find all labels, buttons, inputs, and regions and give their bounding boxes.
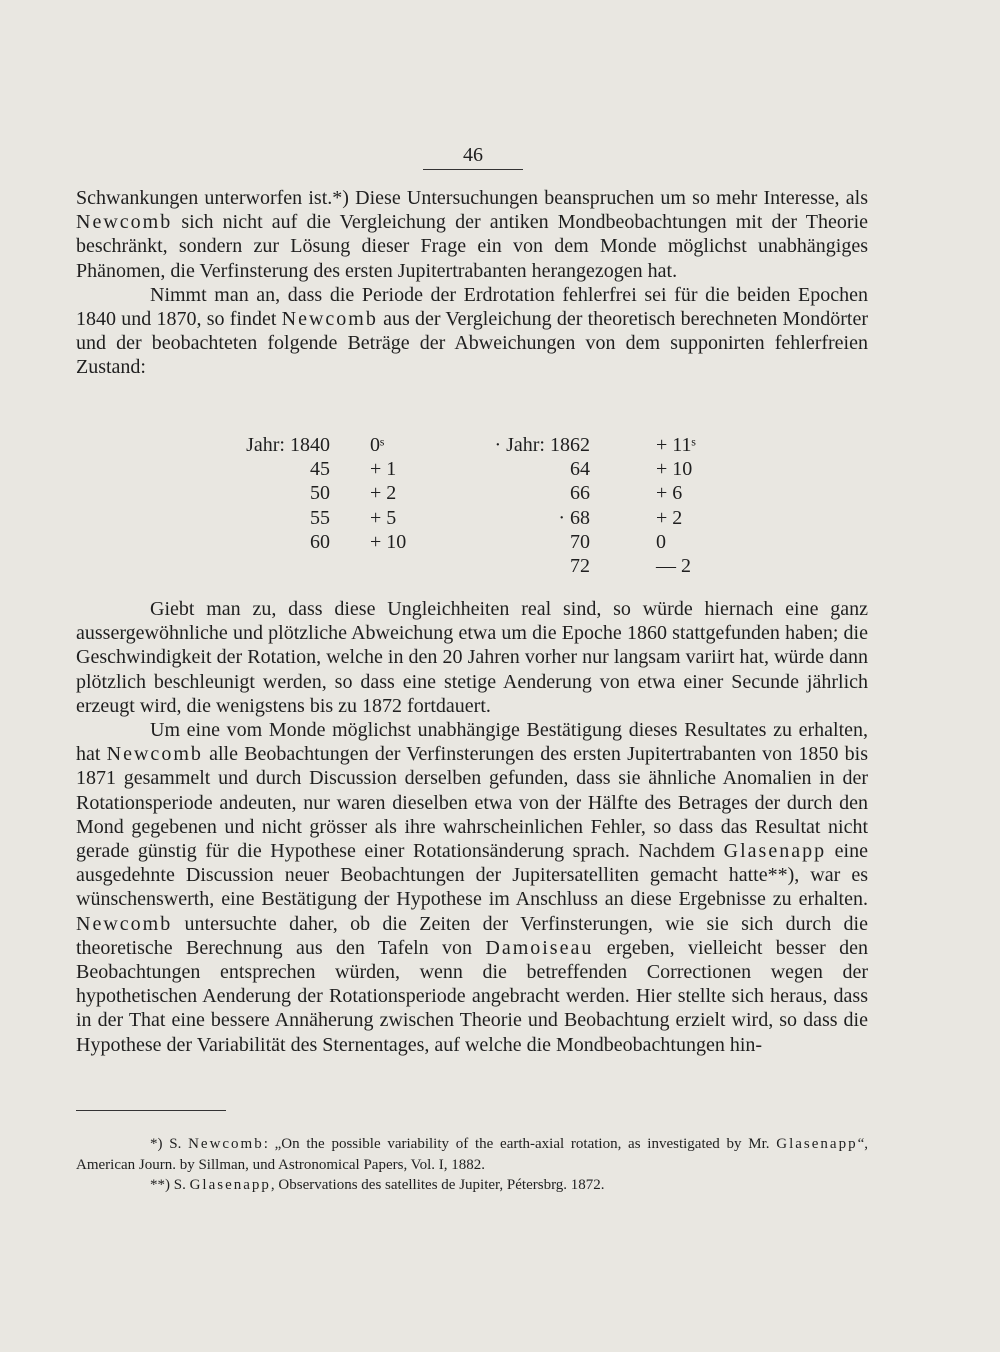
author-name: Newcomb bbox=[106, 743, 203, 766]
footnote-1: *) S. Newcomb: „On the possible variability of the earth-axial rotation, as investigated by Mr. Glasenapp“, American Journ. by Sillman, und Astronomical Papers, Vol. I, 1882. bbox=[76, 1136, 868, 1173]
text-block-upper bbox=[76, 186, 868, 380]
page-number: 46 bbox=[463, 144, 483, 166]
footnotes bbox=[76, 1134, 868, 1196]
table-row: 72 — 2 bbox=[570, 554, 691, 577]
author-name: Glasenapp bbox=[189, 1177, 271, 1193]
paragraph-intro: Schwankungen unterworfen ist.*) Diese Untersuchungen beanspruchen um so mehr Interesse, als Newcomb sich nicht auf die Vergleichung der antiken Mondbeobachtungen mit der Theorie beschränkt, sondern zur Lösung dieser Frage ein von dem Monde möglichst unabhängiges Phänomen, die Verfinsterung des ersten Jupitertrabanten herangezogen hat. bbox=[76, 187, 868, 282]
author-name: Damoiseau bbox=[485, 936, 594, 959]
author-name: Glasenapp bbox=[776, 1136, 858, 1152]
page-number-rule bbox=[423, 169, 523, 170]
text-block-lower bbox=[76, 597, 868, 1057]
table-row: 45 + 1 64 + 10 bbox=[310, 458, 693, 481]
deviation-table bbox=[0, 433, 1000, 578]
table-row: 50 + 2 66 + 6 bbox=[310, 482, 683, 505]
table-row: 60 + 10 70 0 bbox=[310, 530, 666, 553]
author-name: Glasenapp bbox=[723, 840, 827, 863]
author-name: Newcomb bbox=[281, 308, 378, 331]
author-name: Newcomb bbox=[76, 211, 173, 234]
paragraph-epochs: Nimmt man an, dass die Periode der Erdrotation fehlerfrei sei für die beiden Epochen 1840 und 1870, so findet Newcomb aus der Vergleichung der theoretisch berechneten Mondörter und der beobachteten folgende Beträge der Abweichungen von dem supponirten fehlerfreien Zustand: bbox=[76, 283, 869, 379]
paragraph-inequalities: Giebt man zu, dass diese Ungleichheiten real sind, so würde hiernach eine ganz aussergewöhnliche und plötzliche Abweichung etwa um die Epoche 1860 stattgefunden haben; die Geschwindigkeit der Rotation, welche in den 20 Jahren vorher nur langsam variirt hat, würde dann plötzlich beschleunigt werden, so dass eine stetige Aenderung von etwa einer Secunde jährlich erzeugt wird, die wenigstens bis zu 1872 fortdauert. bbox=[76, 598, 868, 717]
table-row: Jahr: 1840 0ˢ · Jahr: 1862 + 11ˢ bbox=[246, 434, 696, 456]
author-name: Newcomb bbox=[188, 1136, 264, 1152]
footnote-2: **) S. Glasenapp, Observations des satellites de Jupiter, Pétersbrg. 1872. bbox=[150, 1177, 605, 1193]
author-name: Newcomb bbox=[76, 912, 173, 935]
paragraph-confirmation: Um eine vom Monde möglichst unabhängige Bestätigung dieses Resultates zu erhalten, hat Newcomb alle Beobachtungen der Verfinsterungen des ersten Jupitertrabanten von 1850 bis 1871 gesammelt und durch Discussion derselben gefunden, dass sie ähnliche Anomalien in der Rotationsperiode andeuten, nur waren dieselben etwa von der Hälfte des Betrages der durch den Mond gegebenen und nicht grösser als ihre wahrscheinlichen Fehler, so dass das Resultat nicht gerade günstig für die Hypothese einer Rotationsänderung sprach. Nachdem Glasenapp eine ausgedehnte Discussion neuer Beobachtungen der Jupitersatelliten gemacht hatte**), war es wünschenswerth, eine Bestätigung der Hypothese im Anschluss an diese Ergebnisse zu erhalten. Newcomb untersuchte daher, ob die Zeiten der Verfinsterungen, wie sie sich durch die theoretische Berechnung aus den Tafeln von Damoiseau ergeben, vielleicht besser den Beobachtungen entsprechen würden, wenn die betreffenden Correctionen wegen der hypothetischen Aenderung der Rotationsperiode angebracht werden. Hier stellte sich heraus, dass in der That eine bessere Annäherung zwischen Theorie und Beobachtung erzielt wird, so dass die Hypothese der Variabilität des Sternentages, auf welche die Mondbeobachtungen hin- bbox=[76, 719, 868, 1056]
footnote-rule bbox=[76, 1110, 226, 1111]
table-row: 55 + 5 · 68 + 2 bbox=[310, 506, 683, 529]
